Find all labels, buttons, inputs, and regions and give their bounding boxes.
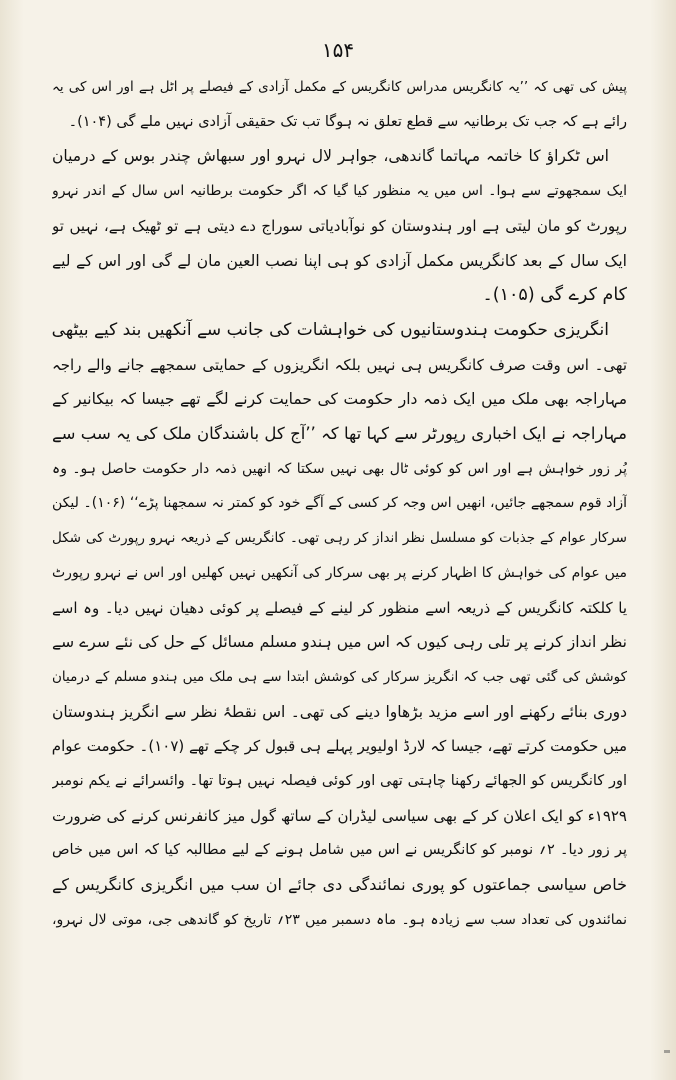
paragraph-2 bbox=[52, 139, 627, 313]
text-line: ایک سمجھوتے سے ہوا۔ اس میں یہ منظور کیا گیا کہ اگر حکومت برطانیہ اس سال کے اندر نہرو bbox=[52, 183, 627, 200]
text-line: تھی۔ اس وقت صرف کانگریس ہی نہیں بلکہ انگریزوں کے حمایتی سمجھے جانے والے راجہ bbox=[52, 355, 627, 374]
text-line: میں عوام کی خواہش کا اظہار کرنے پر بھی سرکار کی آنکھیں نہیں کھلیں اور اس نے نہرو رپورٹ bbox=[52, 564, 627, 581]
text-line: دوری بنائے رکھنے اور اسے مزید بڑھاوا دینے کی تھی۔ اس نقطۂ نظر سے انگریز ہندوستان bbox=[52, 702, 627, 721]
text-line: پر زور دیا۔ ۲؍ نومبر کو کانگریس نے اس میں شامل ہونے کے لیے مطالبہ کیا کہ اس میں خاص bbox=[52, 842, 627, 859]
text-line: مہاراجہ نے ایک اخباری رپورٹر سے کہا تھا کہ ’’آج کل باشندگان ملک کی یہ سب سے bbox=[52, 424, 627, 444]
text-line: پیش کی تھی کہ ’’یہ کانگریس مدراس کانگریس کے مکمل آزادی کے فیصلے پر اٹل ہے اور اس کی یہ bbox=[52, 79, 627, 95]
body-text bbox=[52, 70, 627, 938]
text-line: کوشش کی گئی تھی جب کہ انگریز سرکار کی کوشش ابتدا سے ہی ملک میں ہندو مسلم کے درمیان bbox=[52, 668, 627, 685]
text-line: انگریزی حکومت ہندوستانیوں کی خواہشات کی جانب سے آنکھیں بند کیے بیٹھی bbox=[52, 319, 609, 340]
text-line: سرکار عوام کے جذبات کو مسلسل نظر انداز کر رہی تھی۔ کانگریس کے ذریعہ نہرو رپورٹ کی شکل bbox=[52, 530, 627, 547]
text-line: رائے ہے کہ جب تک برطانیہ سے قطع تعلق نہ ہوگا تب تک حقیقی آزادی نہیں ملے گی (۱۰۴)۔ bbox=[68, 113, 627, 130]
paragraph-1 bbox=[52, 70, 627, 139]
text-line: نظر انداز کرنے پر تلی رہی کیوں کہ اس میں ہندو مسلم مسائل کے حل کی نئے سرے سے bbox=[52, 633, 627, 652]
text-line: ایک سال کے بعد کانگریس مکمل آزادی کو ہی اپنا نصب العین مان لے گی اور اس کے لیے bbox=[52, 251, 627, 270]
text-line: کام کرے گی (۱۰۵)۔ bbox=[482, 285, 627, 306]
page-number: ۱۵۴ bbox=[321, 38, 355, 62]
text-line: پُر زور خواہش ہے اور اس کو کوئی ٹال بھی نہیں سکتا کہ انھیں ذمہ دار حکومت حاصل ہو۔ وہ bbox=[52, 460, 627, 477]
text-line: خاص سیاسی جماعتوں کو پوری نمائندگی دی جائے ان سب میں انگریزی کانگریس کے bbox=[52, 875, 627, 895]
text-line: اور کانگریس کو الجھائے رکھنا چاہتی تھی اور کوئی فیصلہ نہیں ہوتا تھا۔ وائسرائے نے یکم نومبر bbox=[52, 773, 627, 790]
text-line: نمائندوں کی تعداد سب سے زیادہ ہو۔ ماہ دسمبر میں ۲۳؍ تاریخ کو گاندھی جی، موتی لال نہرو، bbox=[52, 911, 627, 928]
text-line: رپورٹ کو مان لیتی ہے اور ہندوستان کو نوآبادیاتی سوراج دے دیتی ہے تو ٹھیک ہے، نہیں تو bbox=[52, 216, 627, 235]
text-line: اس ٹکراؤ کا خاتمہ مہاتما گاندھی، جواہر لال نہرو اور سبھاش چندر بوس کے درمیان bbox=[52, 147, 609, 166]
text-line: یا کلکتہ کانگریس کے ذریعہ اسے منظور کر لینے کے فیصلے پر کوئی دھیان نہیں دیا۔ وہ اسے bbox=[52, 598, 627, 617]
text-line: آزاد قوم سمجھے جائیں، انھیں اس وجہ کر کسی کے آگے خود کو کمتر نہ سمجھنا پڑے‘‘ (۱۰۶)۔ لیکن bbox=[52, 495, 627, 512]
text-line: مہاراجہ بھی ملک میں ایک ذمہ دار حکومت کی حمایت کرنے لگے تھے جیسا کہ بیکانیر کے bbox=[52, 390, 627, 409]
scan-edge-mark bbox=[664, 1050, 670, 1053]
text-line: میں حکومت کرتے تھے، جیسا کہ لارڈ اولیویر پہلے ہی قبول کر چکے تھے (۱۰۷)۔ حکومت عوام bbox=[52, 737, 627, 756]
text-line: ۱۹۲۹ء کو ایک اعلان کر کے بھی سیاسی لیڈران کے ساتھ گول میز کانفرنس کرنے کی ضرورت bbox=[52, 806, 627, 825]
paragraph-3 bbox=[52, 313, 627, 938]
